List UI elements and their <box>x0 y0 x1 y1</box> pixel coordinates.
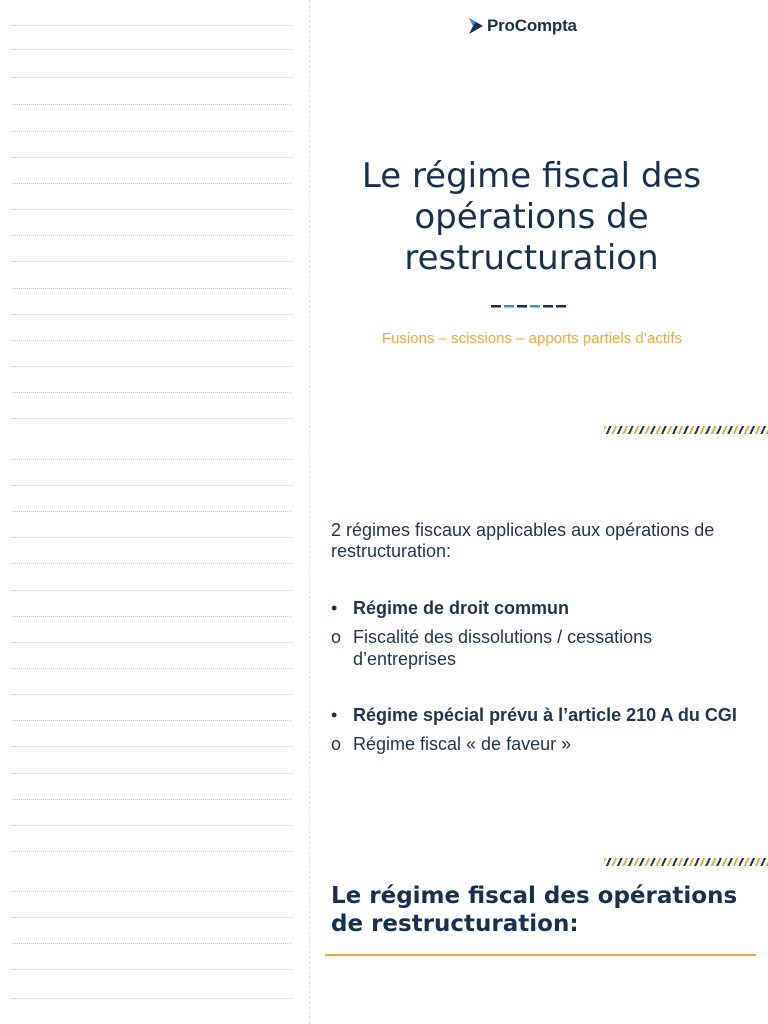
note-line <box>12 288 292 289</box>
bullet-marker: • <box>331 598 338 618</box>
note-line <box>12 235 292 236</box>
note-line <box>12 485 292 486</box>
note-line <box>12 459 292 460</box>
note-line <box>12 314 292 315</box>
brand-logo <box>468 16 577 36</box>
cover-title: Le régime fiscal des opérations de restructuration <box>361 156 702 278</box>
note-line <box>12 917 292 918</box>
note-line <box>12 851 292 852</box>
section-underline <box>325 954 756 956</box>
note-line <box>12 746 292 747</box>
list-item <box>331 597 751 619</box>
list-item-text: Régime spécial prévu à l’article 210 A du CGI <box>353 705 737 725</box>
decorative-stripes <box>604 426 768 434</box>
note-line <box>12 891 292 892</box>
note-line <box>12 104 292 105</box>
note-line <box>12 563 292 564</box>
cover-subtitle: Fusions – scissions – apports partiels d’actifs <box>381 330 683 347</box>
note-line <box>12 511 292 512</box>
decorative-stripes <box>604 858 768 866</box>
sub-bullet-marker: o <box>331 734 342 754</box>
list-item <box>331 626 751 670</box>
note-line <box>12 720 292 721</box>
note-line <box>12 642 292 643</box>
note-line <box>12 590 292 591</box>
note-line <box>12 943 292 944</box>
list-item <box>331 733 751 755</box>
intro-text: 2 régimes fiscaux applicables aux opérations de restructuration: <box>331 520 715 561</box>
list-item <box>331 704 751 726</box>
list-item-text: Régime de droit commun <box>353 598 570 618</box>
title-underline-dashes <box>491 304 567 308</box>
section-title: Le régime fiscal des opérations de restructuration: <box>331 883 738 937</box>
note-line <box>12 183 292 184</box>
note-line <box>12 366 292 367</box>
note-line <box>12 799 292 800</box>
note-line <box>12 616 292 617</box>
note-line <box>12 25 292 26</box>
note-line <box>12 418 292 419</box>
slide-content <box>310 0 768 1024</box>
note-line <box>12 49 292 50</box>
note-line <box>12 825 292 826</box>
note-line <box>12 694 292 695</box>
bullet-marker: • <box>331 705 338 725</box>
brand-name: ProCompta <box>487 16 577 35</box>
sub-bullet-marker: o <box>331 627 342 647</box>
note-line <box>12 157 292 158</box>
note-line <box>12 537 292 538</box>
list-item-text: Régime fiscal « de faveur » <box>353 734 572 754</box>
note-line <box>12 392 292 393</box>
chevron-right-icon <box>468 17 484 35</box>
note-line <box>12 340 292 341</box>
note-line <box>12 131 292 132</box>
note-line <box>12 77 292 78</box>
note-line <box>12 773 292 774</box>
note-line <box>12 261 292 262</box>
note-line <box>12 209 292 210</box>
note-line <box>12 969 292 970</box>
notes-panel <box>0 0 310 1024</box>
list-item-text: Fiscalité des dissolutions / cessations d’entreprises <box>353 627 653 669</box>
note-line <box>12 668 292 669</box>
note-line <box>12 998 292 999</box>
